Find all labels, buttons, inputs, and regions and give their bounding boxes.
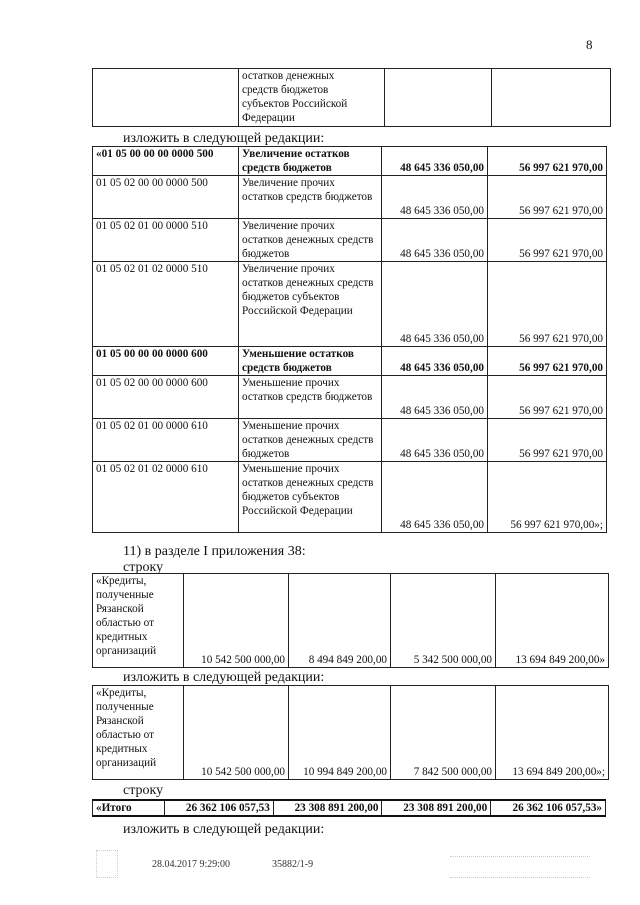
credits-old-table — [92, 573, 609, 668]
faint-stamp-mark — [96, 850, 118, 878]
row-label: «Кредиты, полученные Рязанской областью от кредитных организаций — [93, 574, 184, 668]
table-row — [93, 347, 607, 376]
name-cell: Уменьшение прочих остатков средств бюджетов — [239, 376, 382, 419]
table-cell-code — [93, 69, 239, 127]
value-cell: 56 997 621 970,00 — [488, 147, 607, 176]
faint-signature-mark — [450, 856, 590, 878]
name-cell: Увеличение прочих остатков денежных средств бюджетов субъектов Российской Федерации — [239, 262, 382, 347]
value-cell: 7 842 500 000,00 — [391, 686, 496, 780]
edit-instruction: изложить в следующей редакции: — [123, 131, 325, 146]
code-cell: «01 05 00 00 00 0000 500 — [93, 147, 239, 176]
value-cell: 10 542 500 000,00 — [184, 686, 289, 780]
stroku-label: строку — [123, 783, 164, 798]
value-cell: 56 997 621 970,00 — [488, 219, 607, 262]
page-number: 8 — [586, 37, 593, 52]
code-cell: 01 05 00 00 00 0000 600 — [93, 347, 239, 376]
name-cell: Уменьшение остатков средств бюджетов — [239, 347, 382, 376]
value-cell: 48 645 336 050,00 — [382, 147, 488, 176]
value-cell: 23 308 891 200,00 — [382, 800, 491, 816]
edit-instruction: изложить в следующей редакции: — [123, 822, 325, 837]
table-row — [93, 262, 607, 347]
table-row — [93, 376, 607, 419]
table-row — [93, 419, 607, 462]
value-cell: 13 694 849 200,00» — [496, 574, 609, 668]
table-row — [93, 219, 607, 262]
total-table — [92, 799, 606, 817]
name-cell: Увеличение прочих остатков средств бюджетов — [239, 176, 382, 219]
value-cell: 48 645 336 050,00 — [382, 419, 488, 462]
table-row — [93, 462, 607, 533]
edit-instruction: изложить в следующей редакции: — [123, 670, 325, 685]
code-cell: 01 05 02 00 00 0000 600 — [93, 376, 239, 419]
value-cell: 48 645 336 050,00 — [382, 347, 488, 376]
table-cell-name — [239, 69, 385, 127]
code-cell: 01 05 02 01 00 0000 510 — [93, 219, 239, 262]
value-cell: 56 997 621 970,00 — [488, 176, 607, 219]
footer-doc-id: 35882/1-9 — [272, 859, 314, 870]
value-cell: 56 997 621 970,00 — [488, 419, 607, 462]
name-line: субъектов Российской — [242, 98, 348, 110]
value-cell: 56 997 621 970,00»; — [488, 462, 607, 533]
value-cell: 13 694 849 200,00»; — [496, 686, 609, 780]
value-cell: 26 362 106 057,53» — [491, 800, 606, 816]
value-cell: 10 994 849 200,00 — [289, 686, 391, 780]
value-cell: 48 645 336 050,00 — [382, 376, 488, 419]
value-cell: 56 997 621 970,00 — [488, 347, 607, 376]
table-row — [93, 176, 607, 219]
name-line: Федерации — [242, 112, 295, 124]
row-label: «Итого — [93, 800, 165, 816]
table-cell-value — [385, 69, 492, 127]
table-row — [93, 574, 609, 668]
value-cell: 8 494 849 200,00 — [289, 574, 391, 668]
section-heading: 11) в разделе I приложения 38: — [123, 544, 306, 559]
value-cell: 48 645 336 050,00 — [382, 262, 488, 347]
row-label: «Кредиты, полученные Рязанской областью от кредитных организаций — [93, 686, 184, 780]
stroku-label: строку — [123, 560, 164, 575]
value-cell: 10 542 500 000,00 — [184, 574, 289, 668]
name-cell: Уменьшение прочих остатков денежных средств бюджетов — [239, 419, 382, 462]
table-row — [93, 69, 611, 127]
footer-timestamp: 28.04.2017 9:29:00 — [152, 859, 231, 870]
code-cell: 01 05 02 01 00 0000 610 — [93, 419, 239, 462]
table-row — [93, 800, 606, 816]
table-cell-value — [492, 69, 611, 127]
value-cell: 48 645 336 050,00 — [382, 462, 488, 533]
value-cell: 48 645 336 050,00 — [382, 176, 488, 219]
financing-sources-table — [92, 146, 607, 533]
name-cell: Увеличение прочих остатков денежных средств бюджетов — [239, 219, 382, 262]
name-line: остатков денежных — [242, 70, 335, 82]
value-cell: 48 645 336 050,00 — [382, 219, 488, 262]
name-line: средств бюджетов — [242, 84, 329, 96]
table-continuation — [92, 68, 611, 127]
code-cell: 01 05 02 01 02 0000 510 — [93, 262, 239, 347]
value-cell: 5 342 500 000,00 — [391, 574, 496, 668]
value-cell: 56 997 621 970,00 — [488, 262, 607, 347]
name-cell: Увеличение остатков средств бюджетов — [239, 147, 382, 176]
table-row — [93, 686, 609, 780]
value-cell: 23 308 891 200,00 — [273, 800, 382, 816]
value-cell: 26 362 106 057,53 — [165, 800, 274, 816]
code-cell: 01 05 02 00 00 0000 500 — [93, 176, 239, 219]
name-cell: Уменьшение прочих остатков денежных средств бюджетов субъектов Российской Федерации — [239, 462, 382, 533]
value-cell: 56 997 621 970,00 — [488, 376, 607, 419]
table-row — [93, 147, 607, 176]
code-cell: 01 05 02 01 02 0000 610 — [93, 462, 239, 533]
credits-new-table — [92, 685, 609, 780]
